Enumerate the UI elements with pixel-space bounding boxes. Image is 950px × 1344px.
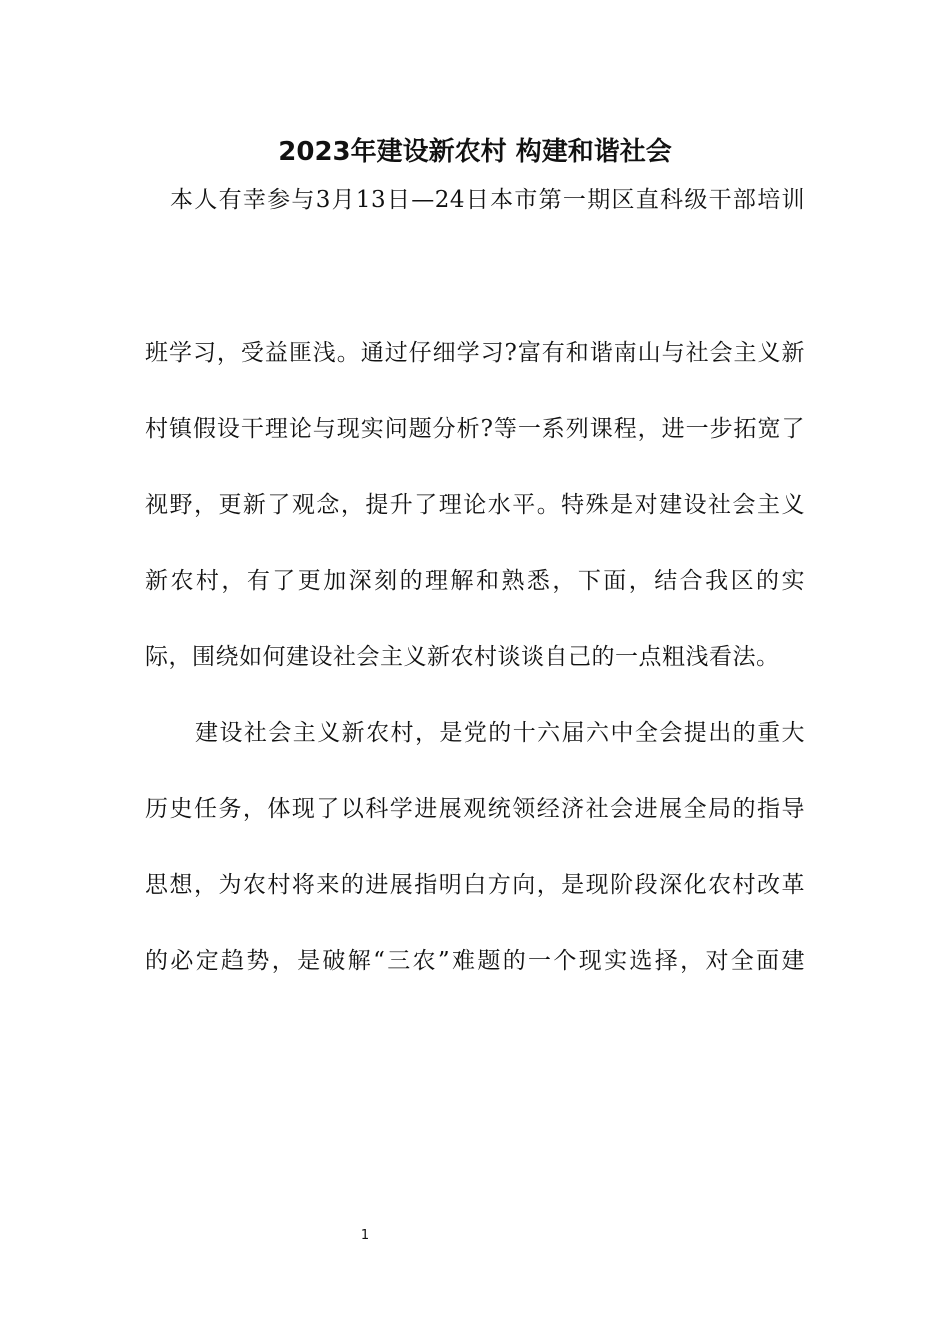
paragraph-1-line-1: 本人有幸参与3月13日—24日本市第一期区直科级干部培训 bbox=[170, 187, 805, 213]
paragraph-2-line-3: 思想，为农村将来的进展指明白方向，是现阶段深化农村改革 bbox=[145, 872, 805, 898]
paragraph-2-line-4: 的必定趋势，是破解“三农”难题的一个现实选择，对全面建 bbox=[145, 948, 805, 974]
paragraph-1-line-4: 视野，更新了观念，提升了理论水平。特殊是对建设社会主义 bbox=[145, 492, 805, 518]
paragraph-2-line-2: 历史任务，体现了以科学进展观统领经济社会进展全局的指导 bbox=[145, 796, 805, 822]
paragraph-1-line-5: 新农村，有了更加深刻的理解和熟悉，下面，结合我区的实 bbox=[145, 568, 805, 594]
document-title: 2023年建设新农村 构建和谐社会 bbox=[278, 137, 672, 167]
paragraph-1-line-6: 际，围绕如何建设社会主义新农村谈谈自己的一点粗浅看法。 bbox=[145, 644, 780, 670]
paragraph-2-line-1: 建设社会主义新农村，是党的十六届六中全会提出的重大 bbox=[195, 720, 805, 746]
paragraph-1-line-3: 村镇假设干理论与现实问题分析?等一系列课程，进一步拓宽了 bbox=[145, 416, 805, 442]
paragraph-1-line-2: 班学习，受益匪浅。通过仔细学习?富有和谐南山与社会主义新 bbox=[145, 340, 805, 366]
page-number: 1 bbox=[360, 1228, 370, 1243]
